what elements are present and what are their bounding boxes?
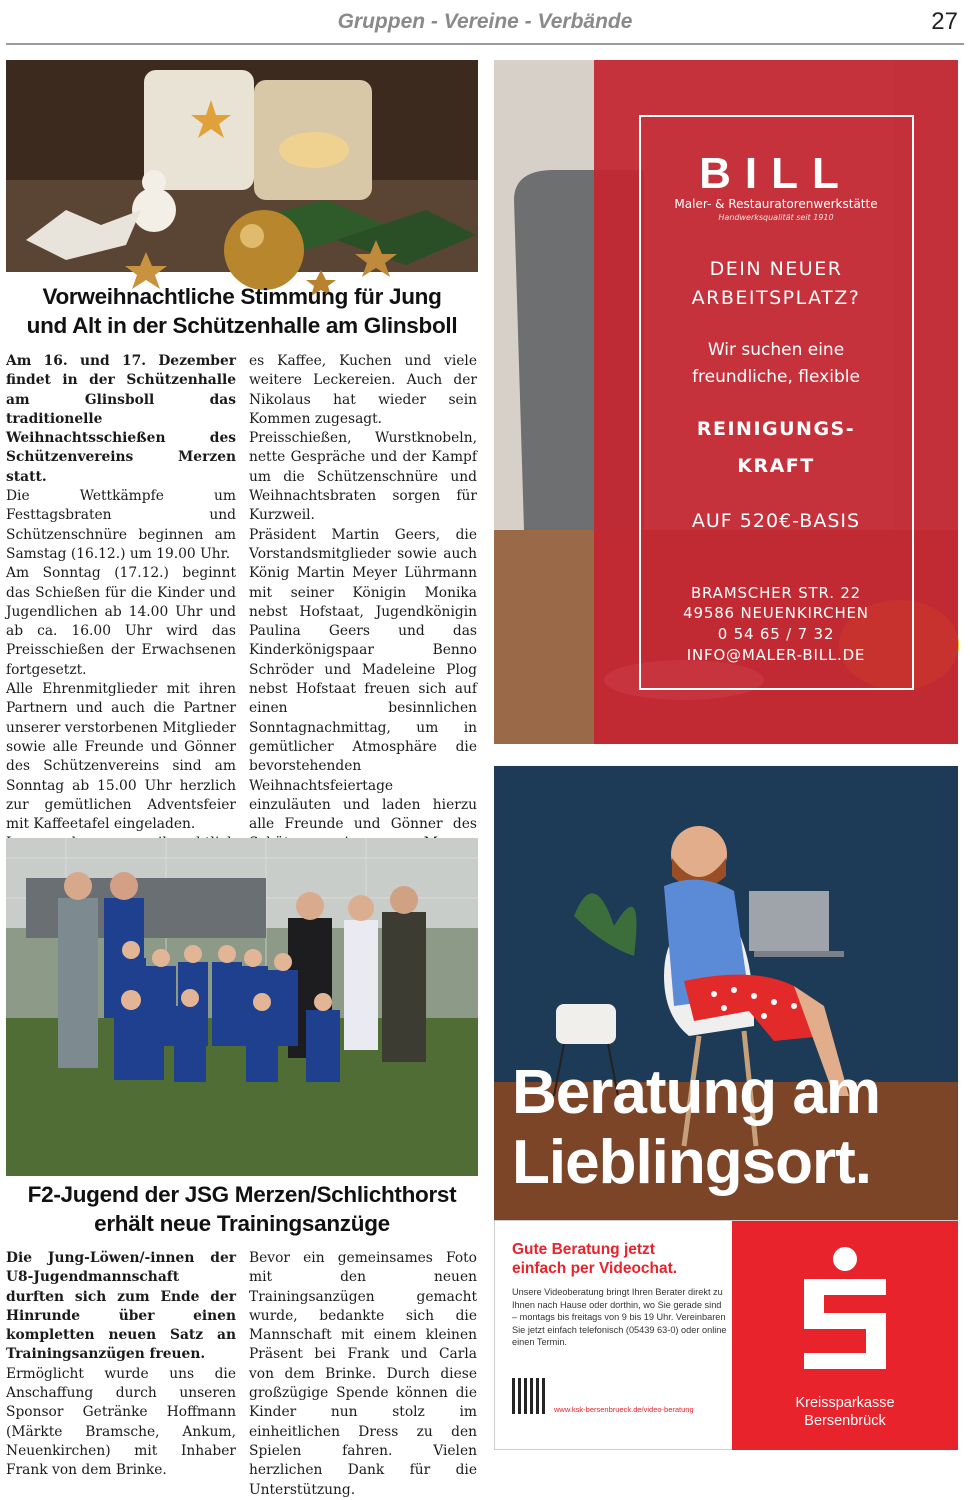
bill-email: INFO@MALER-BILL.DE	[686, 646, 866, 664]
article2-paragraph: Bevor ein gemeinsames Foto mit den neuen Trainingsanzügen gemacht wurde, bedankte sich die Mannschaft mit einem kleinen Präsent bei Frank und Carla von dem Brinke. Durch diese großzügige Spende können die Kinder nun stolz im einheitlichen Dress zu den Spielen fahren. Vielen herzlichen Dank für die Unterstützung.	[249, 1250, 477, 1498]
bill-line-3: Wir suchen eine	[707, 340, 845, 360]
article1-headline	[6, 282, 478, 340]
bill-line-1: DEIN NEUER	[709, 258, 843, 280]
bill-logo: BILL	[699, 149, 853, 198]
team-photo	[6, 838, 478, 1176]
ksk-url-link[interactable]: www.ksk-bersenbrueck.de/video-beratung	[554, 1405, 694, 1414]
ksk-body-text: Unsere Videoberatung bringt Ihren Berater direkt zu Ihnen nach Hause oder dorthin, wo Sie gerade sind – montags bis freitags von 9 bis 19 Uhr. Vereinbaren Sie jetzt einfach telefonisch (05439 63-0) oder online einen Termin.	[512, 1287, 727, 1348]
ksk-subheadline	[512, 1240, 677, 1278]
bill-line-7: AUF 520€-BASIS	[691, 510, 861, 532]
article2-lead: Die Jung-Löwen/-innen der U8-Jugendmannschaft durften sich zum Ende der Hinrunde über einen kompletten neuen Satz an Trainingsanzügen freuen.	[6, 1250, 236, 1363]
article2-column1	[6, 1249, 236, 1481]
header-rule	[6, 43, 964, 45]
bill-line-2: ARBEITSPLATZ?	[691, 287, 861, 309]
article2-headline-line2: erhält neue Trainingsanzüge	[94, 1211, 390, 1236]
article1-paragraph: Die Wettkämpfe um Festtagsbraten und Schützenschnüre beginnen am Samstag (16.12.) um 19.00 Uhr.	[6, 488, 236, 562]
article1-column1	[6, 352, 236, 892]
article2-headline	[6, 1180, 478, 1238]
article1-lead: Am 16. und 17. Dezember findet in der Schützenhalle am Glinsboll das traditionelle Weihnachtsschießen des Schützenvereins Merzen statt.	[6, 353, 236, 485]
bill-subtitle: Maler- & Restauratorenwerkstätte	[674, 197, 878, 211]
article1-column2	[249, 352, 477, 873]
bill-line-6: KRAFT	[737, 455, 815, 477]
bill-phone: 0 54 65 / 7 32	[717, 625, 835, 643]
ksk-subheadline-line1: Gute Beratung jetzt	[512, 1241, 655, 1258]
ksk-bank-name-line1: Kreissparkasse	[795, 1395, 895, 1411]
article1-paragraph: Am Sonntag (17.12.) beginnt das Schießen für die Kinder und Jugendlichen ab 14.00 Uhr und ab ca. 16.00 Uhr wird das Preisschießen der Erwachsenen fortgesetzt.	[6, 565, 236, 678]
bill-job-advertisement	[494, 60, 958, 744]
article2-paragraph: Ermöglicht wurde uns die Anschaffung durch unseren Sponsor Getränke Hoffmann (Märkte Bramsche, Ankum, Neuenkirchen) mit Inhaber Frank von dem Brinke.	[6, 1365, 236, 1479]
bill-line-5: REINIGUNGS-	[696, 418, 856, 440]
article1-paragraph: Preisschießen, Wurstknobeln, nette Gespräche und der Kampf um die Schützenschnüre und Weihnachtsbraten sorgen für Kurzweil.	[249, 430, 477, 524]
ksk-advertisement	[494, 766, 958, 1450]
bill-tagline: Handwerksqualität seit 1910	[718, 213, 834, 222]
bill-line-4: freundliche, flexible	[692, 367, 860, 387]
article2-headline-line1: F2-Jugend der JSG Merzen/Schlichthorst	[27, 1182, 457, 1207]
ksk-subheadline-line2: einfach per Videochat.	[512, 1260, 678, 1277]
article1-headline-line1: Vorweihnachtliche Stimmung für Jung	[42, 284, 442, 309]
bill-address-street: BRAMSCHER STR. 22	[690, 584, 862, 602]
page-number: 27	[931, 8, 958, 35]
article2-column2	[249, 1249, 477, 1500]
article1-paragraph: Alle Ehrenmitglieder mit ihren Partnern und auch die Partner unserer verstorbenen Mitglieder sowie alle Freunde und Gönner des Schützenvereins sind am Sonntag ab 15.00 Uhr herzlich zur gemütlichen Adventsfeier mit Kaffeetafel eingeladen.	[6, 681, 236, 833]
ksk-headline-line2: Lieblingsort.	[512, 1128, 871, 1197]
article1-paragraph: es Kaffee, Kuchen und viele weitere Leckereien. Auch der Nikolaus hat wieder sein Kommen zugesagt.	[249, 353, 477, 427]
ksk-qr-code[interactable]	[512, 1378, 548, 1414]
ksk-bank-name-line2: Bersenbrück	[804, 1413, 886, 1429]
article1-headline-line2: und Alt in der Schützenhalle am Glinsboll	[26, 313, 458, 338]
ksk-headline-line1: Beratung am	[512, 1058, 880, 1127]
advent-decoration-photo	[6, 60, 478, 272]
section-title: Gruppen - Vereine - Verbände	[337, 10, 633, 33]
bill-address-city: 49586 NEUENKIRCHEN	[683, 604, 869, 622]
article1-paragraph: Präsident Martin Geers, die Vorstandsmitglieder sowie auch König Martin Meyer Lührmann mit seiner Königin Monika nebst Hofstaat, Jugendkönigin Paulina Geers und das Kinderkönigspaar Benno Schröder und Madeleine Plog nebst Hofstaat freuen sich auf einen besinnlichen Sonntagnachmittag, um in gemütlicher Atmosphäre die bevorstehenden Weihnachtsfeiertage einzuläuten und laden hierzu alle Freunde und Gönner des	[249, 526, 477, 833]
ksk-bank-name	[732, 1394, 958, 1430]
